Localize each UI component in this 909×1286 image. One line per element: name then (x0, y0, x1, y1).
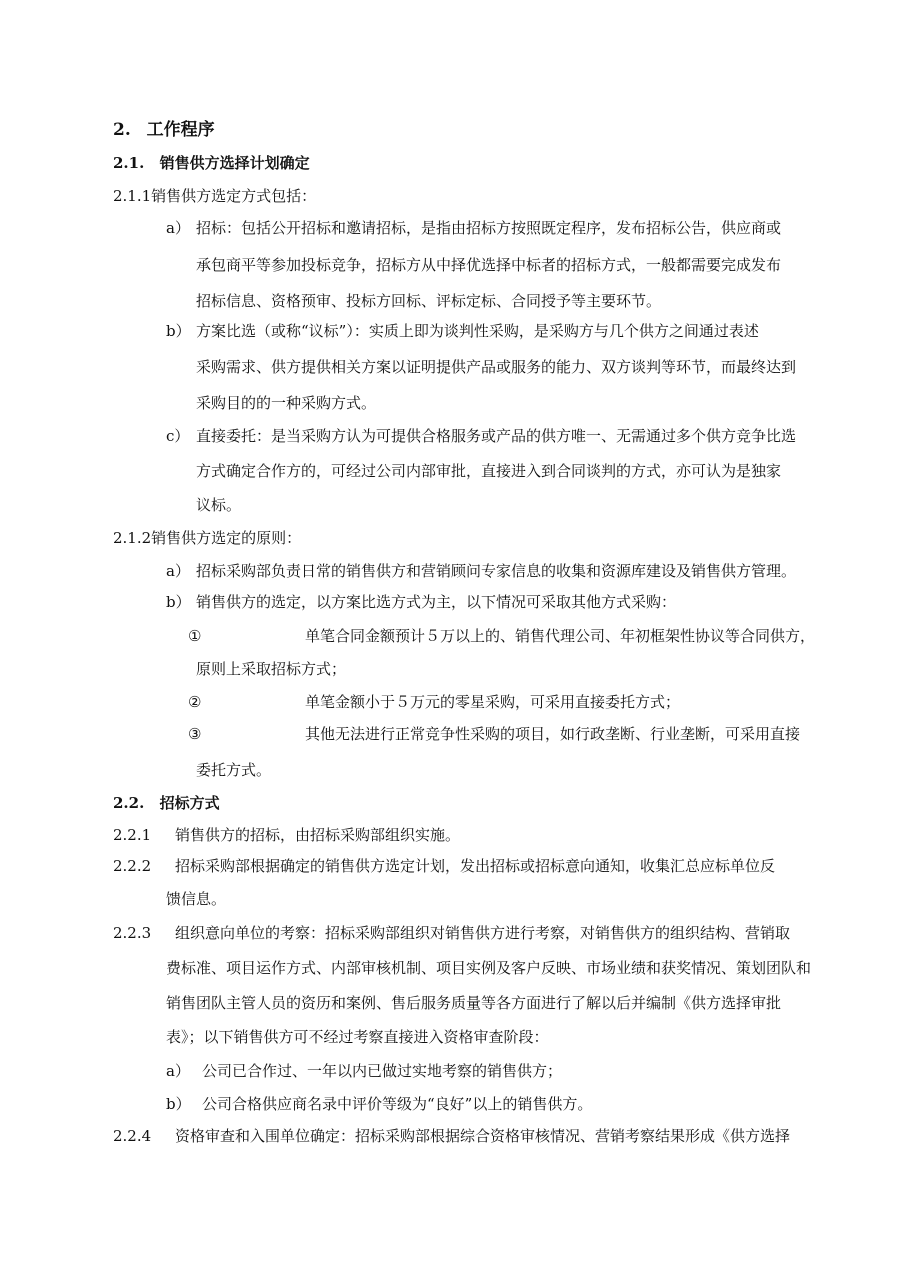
list-marker: a） (166, 1062, 190, 1080)
list-marker: a） (166, 562, 190, 580)
circled-marker: ② (188, 693, 202, 711)
list-marker: b） (166, 1095, 191, 1113)
section-title: 销售供方选择计划确定 (159, 154, 310, 172)
clause-text: 表》；以下销售供方可不经过考察直接进入资格审查阶段： (166, 1028, 549, 1046)
circled-item-text: 单笔合同金额预计５万以上的、销售代理公司、年初框架性协议等合同供方， (305, 627, 816, 645)
circled-item-text: 原则上采取招标方式； (196, 660, 347, 678)
circled-item-text: 委托方式。 (196, 761, 272, 779)
list-item-text: 公司已合作过、一年以内已做过实地考察的销售供方； (202, 1062, 563, 1080)
list-item-text: 直接委托：是当采购方认为可提供合格服务或产品的供方唯一、无需通过多个供方竞争比选 (196, 427, 797, 445)
clause-text: 馈信息。 (166, 890, 227, 908)
list-item-text: 方案比选（或称“议标”）：实质上即为谈判性采购，是采购方与几个供方之间通过表述 (196, 322, 759, 340)
clause-number: 2.2.2 (113, 857, 152, 875)
section-number: 2.1. (113, 154, 145, 172)
list-item-text: 招标：包括公开招标和邀请招标，是指由招标方按照既定程序，发布招标公告，供应商或 (196, 219, 782, 237)
list-item-text: 公司合格供应商名录中评价等级为“良好”以上的销售供方。 (202, 1095, 593, 1113)
list-item-text: 承包商平等参加投标竞争，招标方从中择优选择中标者的招标方式，一般都需要完成发布 (196, 256, 782, 274)
list-item-text: 方式确定合作方的，可经过公司内部审批，直接进入到合同谈判的方式，亦可认为是独家 (196, 462, 782, 480)
list-marker: b） (166, 322, 191, 340)
clause-number: 2.2.1 (113, 826, 152, 844)
circled-item-text: 其他无法进行正常竞争性采购的项目，如行政垄断、行业垄断，可采用直接 (305, 725, 801, 743)
clause-text: 招标采购部根据确定的销售供方选定计划，发出招标或招标意向通知，收集汇总应标单位反 (175, 857, 776, 875)
circled-marker: ③ (188, 725, 202, 743)
section-title: 招标方式 (159, 794, 220, 812)
section-2-2-heading (113, 793, 220, 813)
clause-number: 2.2.4 (113, 1127, 152, 1145)
list-item-text: 采购目的的一种采购方式。 (196, 394, 377, 412)
clause-text: 销售团队主管人员的资历和案例、售后服务质量等各方面进行了解以后并编制《供方选择审批 (166, 994, 782, 1012)
clause-number: 2.2.3 (113, 924, 152, 942)
circled-item-text: 单笔金额小于５万元的零星采购，可采用直接委托方式； (305, 693, 681, 711)
section-2-1-heading (113, 153, 310, 173)
list-item-text: 招标信息、资格预审、投标方回标、评标定标、合同授予等主要环节。 (196, 292, 662, 310)
list-marker: a） (166, 219, 190, 237)
circled-marker: ① (188, 627, 202, 645)
list-item-text: 议标。 (196, 496, 242, 514)
clause-text: 组织意向单位的考察：招标采购部组织对销售供方进行考察，对销售供方的组织结构、营销取 (175, 924, 791, 942)
section-title: 工作程序 (146, 120, 215, 140)
section-2-heading (113, 120, 215, 140)
list-item-text: 招标采购部负责日常的销售供方和营销顾问专家信息的收集和资源库建设及销售供方管理。 (196, 562, 797, 580)
para-2-1-2-intro: 2.1.2销售供方选定的原则： (113, 529, 302, 547)
clause-text: 销售供方的招标，由招标采购部组织实施。 (175, 826, 461, 844)
list-marker: c） (166, 427, 190, 445)
list-item-text: 销售供方的选定，以方案比选方式为主，以下情况可采取其他方式采购： (196, 593, 677, 611)
para-2-1-1-intro: 2.1.1销售供方选定方式包括： (113, 187, 317, 205)
list-marker: b） (166, 593, 191, 611)
section-number: 2. (113, 120, 131, 140)
clause-text: 资格审查和入围单位确定：招标采购部根据综合资格审核情况、营销考察结果形成《供方选择 (175, 1127, 791, 1145)
list-item-text: 采购需求、供方提供相关方案以证明提供产品或服务的能力、双方谈判等环节，而最终达到 (196, 358, 797, 376)
section-number: 2.2. (113, 794, 145, 812)
clause-text: 费标准、项目运作方式、内部审核机制、项目实例及客户反映、市场业绩和获奖情况、策划团队和 (166, 959, 812, 977)
